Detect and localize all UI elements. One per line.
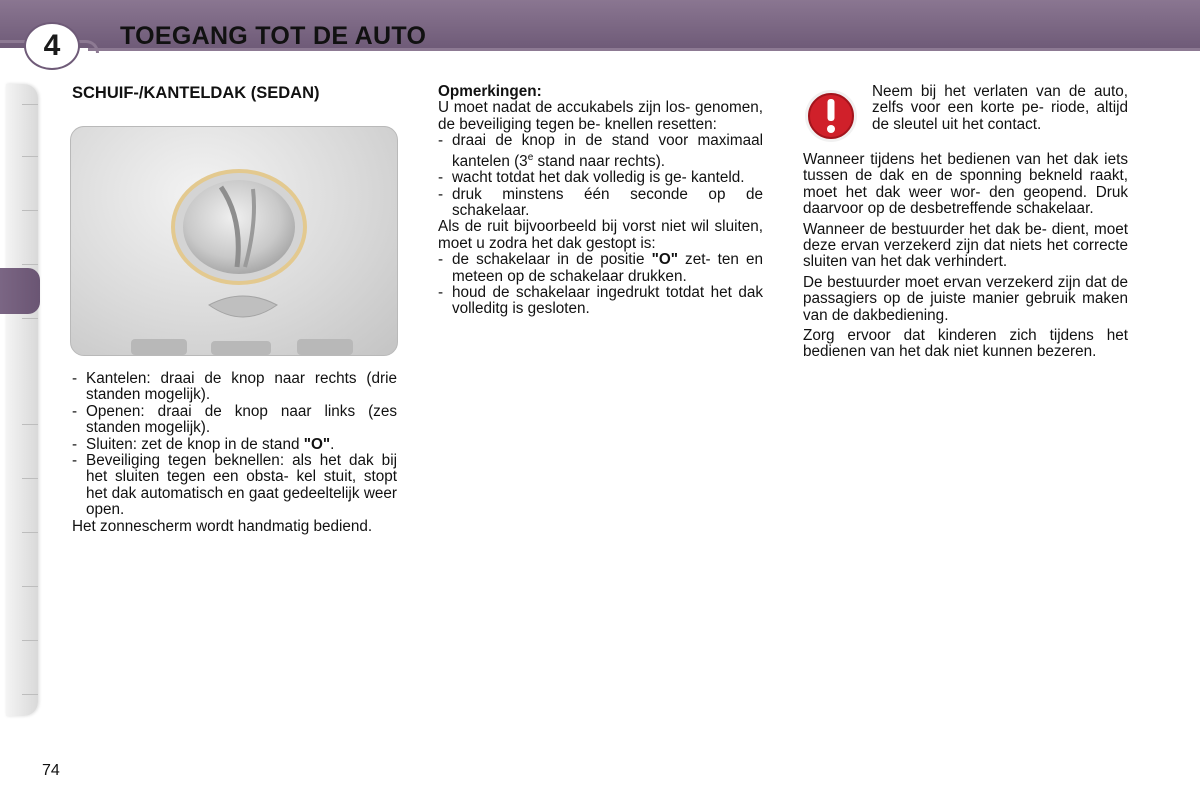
item-text: de schakelaar in de positie xyxy=(452,251,652,269)
list-item: - wacht totdat het dak volledig is ge- kanteld. xyxy=(438,170,763,186)
list-item: - Kantelen: draai de knop naar rechts (drie standen mogelijk). xyxy=(72,371,397,404)
roof-control-photo xyxy=(70,126,398,356)
list-item: - druk minstens één seconde op de schakelaar. xyxy=(438,187,763,220)
sidebar-divider xyxy=(22,586,38,587)
safety-paragraph: Wanneer tijdens het bedienen van het dak iets tussen de dak en de sponning bekneld raakt, moet het dak weer wor- den geopend. Druk daarvoor op de desbetreffende schakelaar. xyxy=(803,151,1128,218)
frost-steps-list xyxy=(438,252,763,318)
sidebar-divider xyxy=(22,532,38,533)
console-button xyxy=(297,339,353,355)
sidebar-divider xyxy=(22,264,38,265)
exclamation-warning-icon xyxy=(803,88,859,144)
sidebar-tab-chapter-4[interactable] xyxy=(0,268,40,314)
remarks-intro: U moet nadat de accukabels zijn los- genomen, de beveiliging tegen be- knellen resetten: xyxy=(438,99,763,133)
superscript: e xyxy=(527,151,534,163)
list-item: - houd de schakelaar ingedrukt totdat het dak volleditg is gesloten. xyxy=(438,285,763,318)
list-item xyxy=(438,133,763,170)
sidebar-divider xyxy=(22,640,38,641)
warning-message: Neem bij het verlaten van de auto, zelfs voor een korte pe- riode, altijd de sleutel uit het contact. xyxy=(872,83,1128,133)
list-item xyxy=(438,252,763,285)
sidebar-divider xyxy=(22,478,38,479)
sidebar-divider xyxy=(22,210,38,211)
page-number: 74 xyxy=(42,762,60,779)
safety-paragraph: Wanneer de bestuurder het dak be- dient, moet deze ervan verzekerd zijn dat niets het correcte sluiten van het dak verhindert. xyxy=(803,220,1128,271)
sidebar-divider xyxy=(22,424,38,425)
item-text: zet- ten en meteen op de schakelaar drukken. xyxy=(452,251,763,285)
position-o: "O" xyxy=(303,435,331,453)
warning-text xyxy=(872,84,1128,133)
safety-paragraph: De bestuurder moet ervan verzekerd zijn dat de passagiers op de juiste manier gebruik maken van de dakbediening. xyxy=(803,273,1128,324)
safety-paragraph: Zorg ervoor dat kinderen zich tijdens het bedienen van het dak niet kunnen bezeren. xyxy=(803,327,1128,361)
frost-note: Als de ruit bijvoorbeeld bij vorst niet wil sluiten, moet u zodra het dak gestopt is: xyxy=(438,218,763,252)
sunblind-note: Het zonnescherm wordt handmatig bediend. xyxy=(72,517,373,535)
sidebar-divider xyxy=(22,104,38,105)
position-o: "O" xyxy=(651,251,678,269)
column-1-text xyxy=(72,371,397,535)
sidebar-divider xyxy=(22,156,38,157)
list-item xyxy=(72,437,397,453)
remarks-heading: Opmerkingen: xyxy=(438,83,542,100)
chapter-number: 4 xyxy=(43,29,61,62)
chapter-title: TOEGANG TOT DE AUTO xyxy=(120,22,427,50)
reset-steps-list xyxy=(438,133,763,219)
section-title: SCHUIF-/KANTELDAK (SEDAN) xyxy=(72,84,320,102)
column-3-text xyxy=(803,152,1128,365)
item-text: stand naar rechts). xyxy=(533,152,666,170)
sidebar-divider xyxy=(22,318,38,319)
item-text: Sluiten: zet de knop in de stand xyxy=(86,435,304,453)
chapter-number-badge xyxy=(24,22,80,70)
column-2-text xyxy=(438,84,763,318)
list-item: - Openen: draai de knop naar links (zes standen mogelijk). xyxy=(72,404,397,437)
list-item: - Beveiliging tegen beknellen: als het dak bij het sluiten tegen een obsta- kel stuit, stopt het dak automatisch en gaat gedeeltelijk weer open. xyxy=(72,453,397,519)
push-switch xyxy=(209,296,277,317)
console-button xyxy=(131,339,187,355)
console-button xyxy=(211,341,271,355)
roof-control-illustration xyxy=(71,127,397,355)
roof-operations-list xyxy=(72,371,397,519)
chapter-tab-sidebar xyxy=(6,84,38,716)
item-text: draai de knop in de stand voor maximaal kantelen (3 xyxy=(452,132,763,170)
sidebar-divider xyxy=(22,694,38,695)
item-text: . xyxy=(330,435,335,453)
